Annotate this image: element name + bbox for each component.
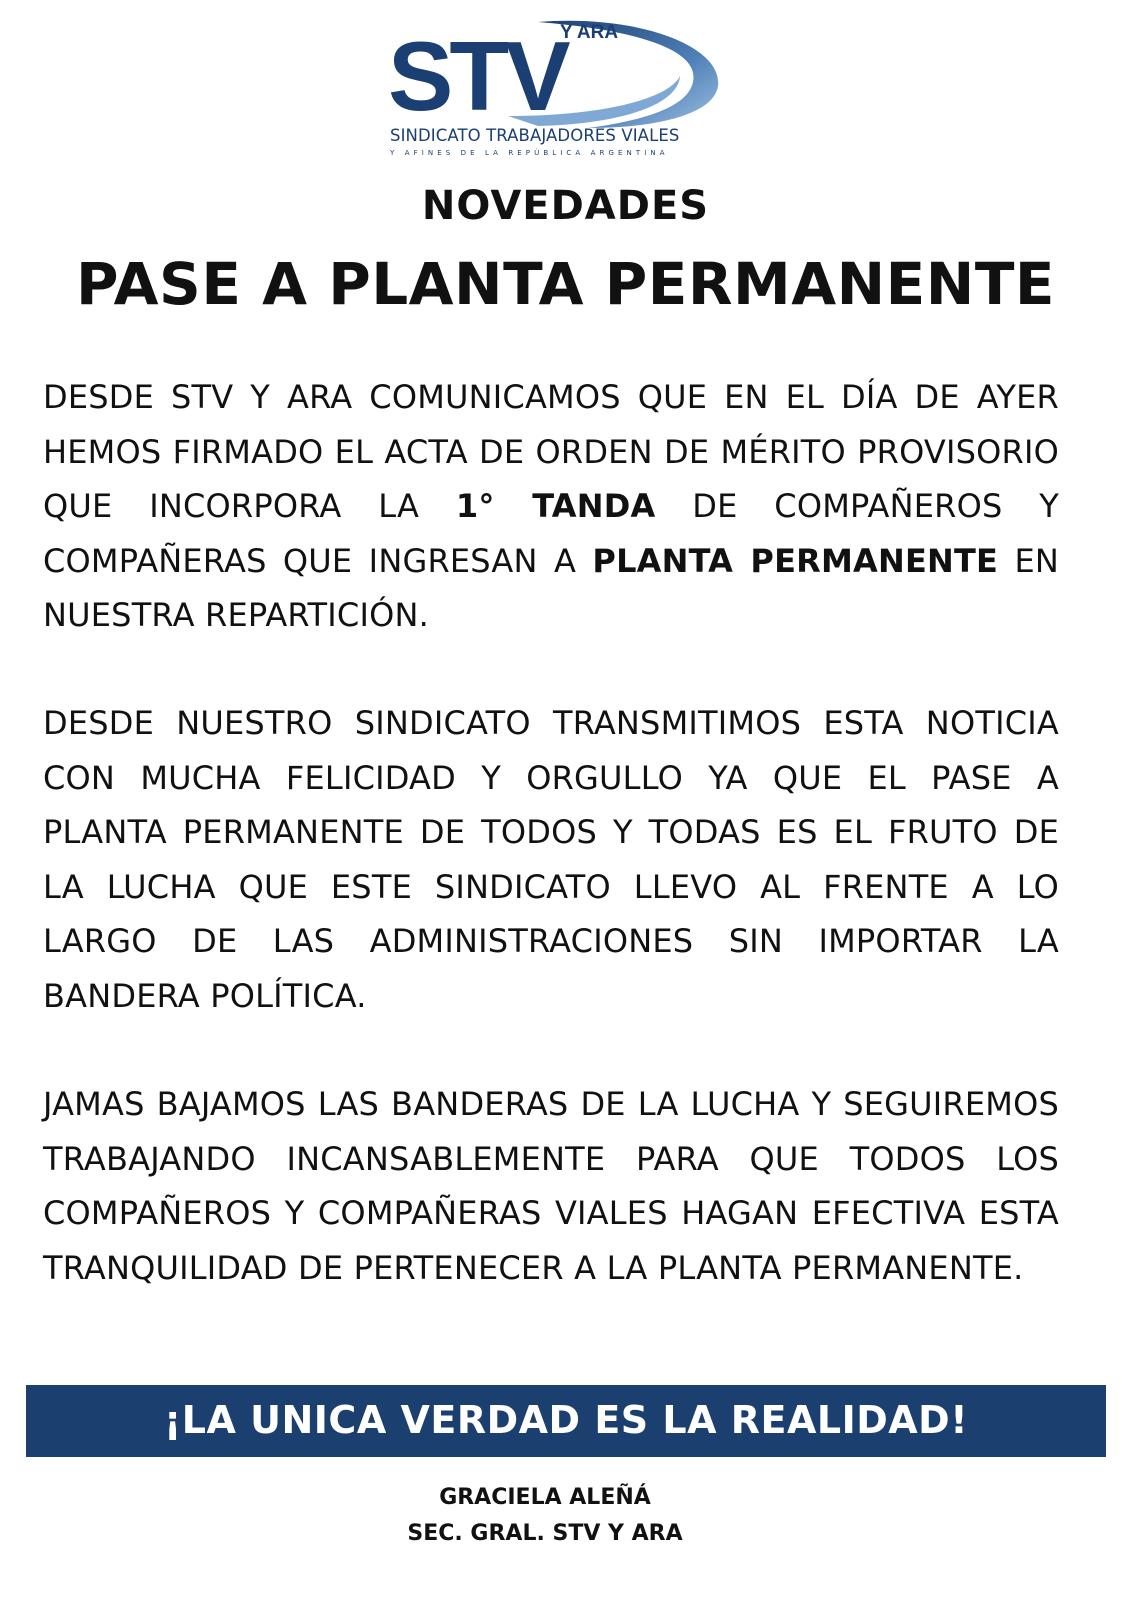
paragraph-1-bold-b: PLANTA PERMANENTE (592, 541, 999, 580)
slogan-banner (26, 1385, 1106, 1457)
page-title: PASE A PLANTA PERMANENTE (75, 250, 1056, 318)
logo-union-subtitle: Y AFINES DE LA REPÚBLICA ARGENTINA (390, 149, 669, 157)
paragraph-1-text-a: DESDE STV Y ARA COMUNICAMOS QUE EN EL DÍA DE AYER HEMOS FIRMADO EL ACTA DE ORDEN DE MÉRITO PROVISORIO QUE INCORPORA LA (43, 378, 1059, 525)
section-kicker: NOVEDADES (421, 183, 710, 229)
paragraph-2: DESDE NUESTRO SINDICATO TRANSMITIMOS ESTA NOTICIA CON MUCHA FELICIDAD Y ORGULLO YA QUE EL PASE A PLANTA PERMANENTE DE TODOS Y TODAS ES EL FRUTO DE LA LUCHA QUE ESTE SINDICATO LLEVO AL FRENTE A LO LARGO DE LAS ADMINISTRACIONES SIN IMPORTAR LA BANDERA POLÍTICA. (43, 704, 1059, 1015)
paragraph-1-text-b: DE COMPAÑEROS Y COMPAÑERAS QUE INGRESAN A (43, 487, 1059, 580)
signature-role: SEC. GRAL. STV Y ARA (407, 1521, 683, 1546)
logo-union-name: SINDICATO TRABAJADORES VIALES (390, 126, 680, 145)
stv-logo (388, 16, 728, 166)
stv-logo-mark (388, 16, 728, 134)
paragraph-1-bold-a: 1° TANDA (455, 487, 656, 525)
paragraph-3: JAMAS BAJAMOS LAS BANDERAS DE LA LUCHA Y SEGUIREMOS TRABAJANDO INCANSABLEMENTE PARA QUE TODOS LOS COMPAÑEROS Y COMPAÑERAS VIALES HAGAN EFECTIVA ESTA TRANQUILIDAD DE PERTENECER A LA PLANTA PERMANENTE. (43, 1085, 1059, 1287)
logo-mark-text: STV (388, 21, 567, 131)
logo-mark-suffix: Y ARA (560, 22, 619, 43)
paragraph-1-text-c: EN NUESTRA REPARTICIÓN. (43, 541, 1060, 634)
paragraph-1 (43, 370, 1059, 643)
slogan-text: ¡LA UNICA VERDAD ES LA REALIDAD! (163, 1398, 969, 1442)
signature-name: GRACIELA ALEÑÁ (439, 1485, 651, 1510)
